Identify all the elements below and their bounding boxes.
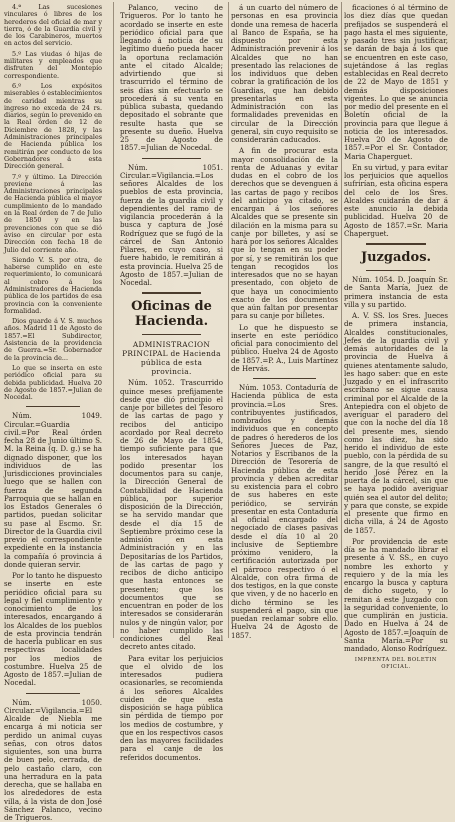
text-column-3 bbox=[231, 3, 338, 640]
article-paragraph: Núm. 1054. D. Joaquín Sr. de Santa María, Juez de primera instancia de esta villa y su partido. bbox=[344, 275, 448, 309]
section-separator bbox=[253, 378, 316, 379]
article-paragraph: Núm. 1052. Trascurrido quince meses prefijamente desde que dió principio el canje por billetes del Tesoro de las cartas de pago y recibos del anticipo acordado por Real decreto de 26 de Mayo de 1854, tiempo suficiente para que los interesados hayan podido presentar los documentos para su canje, la Dirección General de Contabilidad de Hacienda pública, por superior disposición de la Dirección, se ha servido mandar que desde el día 15 de Septiembre próximo cese la admisión en esta Administración y en las Depositarías de los Partidos, de las cartas de pago y recibos de dicho anticipo que hasta entonces se presenten; que los documentos que se encuentran en poder de los interesados se considerarán nulos y de ningún valor, por no haber cumplido las condiciones del Real decreto antes citado. bbox=[120, 378, 223, 652]
article-paragraph: Para evitar los perjuicios que el olvido de los interesados pudiera ocasionarles, se recomienda á los señores Alcaldes cuiden de que esta disposición se haga pública sin pérdida de tiempo por los medios de costumbre, y que en los respectivos casos den las mayores facilidades para el canje de los referidos documentos. bbox=[120, 653, 223, 762]
article-paragraph: 7.º y último. La Dirección previene á las Administraciones principales de Hacienda pública el mayor cumplimiento de lo mandado en la Real órden de 7 de Julio de 1850 y en las prevenciones con que se dió aviso en circular por esta Dirección con fecha 18 de Julio del corriente año. bbox=[4, 172, 102, 254]
article-paragraph: Palanco, vecino de Trigueros. Por lo tanto he acordado se inserte en este periódico oficial para que llegando á noticia de su legítimo dueño pueda hacer la oportuna reclamación ante el citado Alcalde; advirtiendo que si trascurrido el término de seis días sin efectuarlo se procederá á su venta en pública subasta, quedando depositado el sobrante que resulte hasta que se presente su dueño. Huelva 25 de Agosto de 1857.=Julian de Nocedal. bbox=[120, 3, 223, 153]
article-paragraph: á un cuarto del número de personas en esa provincia donde una remesa de hacerla al Banco de España, se ha dispuesto por esta Administración prevenir á los Alcaldes que no han presentado las relaciones de los individuos que deben cobrar la gratificación de los Guardias, que han debido presentarlas en esta Administración con las formalidades prevenidas en circular de la Dirección general, sin cuyo requisito se considerarán caducados. bbox=[231, 3, 338, 144]
article-paragraph: Por providencia de este día se ha mandado librar el presente á V. SS., en cuyo nombre les exhorto y requiero y de la mía les encargo la busca y captura de dicho sugeto, y lo remitan á este Juzgado con la seguridad conveniente, lo que cumplirán en justicia. Dado en Huelva á 24 de Agosto de 1857.=Joaquín de Santa María.=Por su mandado, Alonso Rodríguez. bbox=[344, 536, 448, 653]
text-column-1 bbox=[4, 3, 102, 822]
article-paragraph: Lo que se inserta en este periódico oficial para su debida publicidad. Huelva 20 de Agosto de 1857.=Julian de Nocedal. bbox=[4, 363, 102, 402]
article-paragraph: Núm. 1050. Circular.=Vigilancia.=El Alcalde de Niebla me encarga á mi noticia ser perdido un animal cuyas señas, con otros datos siguientes, son una burra de buen pelo, cerrada, de pelo castaño claro, con una herradura en la pata derecha, que se hallaba en los alrededores de esta villa, á la vista de don José Sánchez Palanco, vecino de Trigueros. bbox=[4, 697, 102, 822]
article-paragraph: Por lo tanto he dispuesto se inserte en este periódico oficial para su legal y fiel cumplimiento y conocimiento de los interesados, encargando á los Alcaldes de los pueblos de esta provincia tendrán de hacerla publicar en sus respectivas localidades por los medios de costumbre. Huelva 25 de Agosto de 1857.=Julian de Nocedal. bbox=[4, 571, 102, 688]
article-paragraph: ficaciones ó al término de los diez días que quedan prefijados se suspenderá el pago hasta el mes siguiente, y pasado tres sin justificar, se darán de baja á los que se encuentren en este caso, sujetándose á las reglas establecidas en Real decreto de 22 de Mayo de 1851 y demás disposiciones vigentes. Lo que se anuncia por medio del presente en el Boletín oficial de la provincia para que llegue á noticia de los interesados. Huelva 20 de Agosto de 1857.=Por el Sr. Contador, Maria Chaperguet. bbox=[344, 3, 448, 161]
column-rule bbox=[341, 2, 342, 638]
article-paragraph: 4.ª Las sucesiones vinculares ó libres de los herederos del oficial de mar y tierra, ó de la Guardia civil y de los Carabineros, muertos en actos del servicio. bbox=[4, 3, 102, 48]
section-heading: Juzgados. bbox=[360, 250, 432, 265]
section-separator bbox=[142, 292, 201, 294]
section-heading: Oficinas de Hacienda. bbox=[131, 299, 212, 330]
section-separator bbox=[26, 693, 80, 694]
section-separator bbox=[142, 334, 201, 335]
text-column-4 bbox=[344, 3, 448, 671]
article-paragraph: Núm. 1051. Circular.=Vigilancia.=Los señores Alcaldes de los pueblos de esta provincia, fuerza de la guardia civil y dependientes del ramo de vigilancia procederán á la busca y captura de José Rodríguez que se fugó de la cárcel de San Antonio Pilares, en cuyo caso, si fuere habido, le remitirán á esta provincia. Huelva 25 de Agosto de 1857.=Julian de Nocedal. bbox=[120, 162, 223, 287]
article-paragraph: Núm. 1049. Circular.=Guardia civil.=Por Real órden fecha 28 de Junio último S. M. la Reina (q. D. g.) se ha dignado disponer, que los individuos de las Jurisdicciones provinciales luego que se hallen con fuerza de segunda Parroquia que se hallan en los Estados Generales ó partidos, puedan solicitar su pase al Escmo. Sr. Director de la Guardia civil previo el correspondiente expediente en la instancia la compañía ó provincia á donde quieran servir. bbox=[4, 411, 102, 569]
article-paragraph: A fin de procurar esta mayor consolidación de la renta de Aduanas y evitar dudas en el cobro de los derechos que se devenguen á las cartas de pago y recibos del anticipo ya citado, se encargan á los señores Alcaldes que se presente sin dilación en la misma para su canje por billetes, y así se hará por los señores Alcaldes que lo tengan en su poder por sí, y se remitirán los que tengan recogidos los interesados que no se hayan presentado, con objeto de que haya un conocimiento exacto de los documentos que aún faltan por presentar para su canje por billetes. bbox=[231, 146, 338, 321]
article-paragraph: Dios guarde á V. S. muchos años. Madrid 11 de Agosto de 1857.=El Subdirector, Asistencia de la providencia de Guerra.=Sr. Gobernador de la provincia de... bbox=[4, 317, 102, 362]
article-paragraph: Lo que he dispuesto se inserte en este periódico oficial para conocimiento del público. Huelva 24 de Agosto de 1857.=P. A., Luis Martínez de Hervás. bbox=[231, 322, 338, 373]
printer-imprint: IMPRENTA DEL BOLETIN OFICIAL. bbox=[354, 657, 438, 671]
article-paragraph: 6.º Los expósitos miserables ó establecimientos de caridad mientras su ingreso no exceda de 24 rs. diarios, según lo prevenido en la Real órden de 12 de Diciembre de 1828, y las Administraciones principales de Hacienda pública los remitirán por conducto de los Gobernadores á esta Dirección general. bbox=[4, 81, 102, 171]
column-rule bbox=[228, 2, 229, 638]
article-paragraph: Siendo V. S. por otra, de haberse cumplido en este requerimiento, lo comunicará al cobro á los Administradores de Hacienda pública de los partidos de esa provincia con la conveniente formalidad. bbox=[4, 255, 102, 315]
section-subheading: ADMINISTRACION PRINCIPAL de Hacienda pública de esta provincia. bbox=[122, 340, 221, 377]
text-column-2 bbox=[120, 3, 223, 762]
article-paragraph: A. V. SS. los Sres. Jueces de primera instancia, Alcaldes constitucionales, Jefes de la guardia civil y demás autoridades de la provincia de Huelva á quienes atentamente saludo, les hago saber: que en este Juzgado y en el infrascrito escribano se sigue causa criminal por el Alcalde de la Antepiedra con el objeto de averiguar el paradero del que con la noche del día 18 del presente mes, siendo como las diez, ha sido herido el individuo de este pueblo, con la pérdida de su sangre, de la que resultó el herido José Pérez en la puerta de la cárcel, sin que se haya podido averiguar quién sea el autor del delito; y para que conste, se expide el presente que firmo en dicha villa, á 24 de Agosto de 1857. bbox=[344, 311, 448, 535]
article-paragraph: 5.º Las viudas ó hijas de militares y empleados que disfruten del Montepío correspondiente. bbox=[4, 49, 102, 80]
article-paragraph: Núm. 1053. Contaduría de Hacienda pública de esta provincia.=Los Sres. contribuyentes justificados, nombrados y demás individuos que en concepto de padres ó herederos de los Señores Jueces de Paz, Notarios y Escribanos de la Dirección de Tesorería de Hacienda pública de esta provincia y deben acreditar su existencia para el cobro de sus haberes en este periódico, se servirán presentar en esta Contaduría al oficial encargado del negociado de clases pasivas desde el día 10 al 20 inclusive de Septiembre próximo venidero, la certificación autorizada por el párroco respectivo ó el Alcalde, con otra firma de dos testigos, en la que conste que viven, y de no hacerlo en dicho término se les suspenderá el pago, sin que puedan reclamar sobre ello. Huelva 24 de Agosto de 1857. bbox=[231, 383, 338, 640]
section-separator bbox=[142, 158, 201, 159]
section-separator bbox=[26, 406, 80, 407]
section-separator bbox=[366, 270, 426, 271]
article-paragraph: En su virtud, y para evitar los perjuicios que aquellos sufrirían, esta oficina espera del celo de los Sres. Alcaldes cuidarán de dar á este anuncio la debida publicidad. Huelva 20 de Agosto de 1857.=Sr. Maria Chaperguet. bbox=[344, 162, 448, 238]
section-separator bbox=[366, 243, 426, 245]
column-rule bbox=[113, 2, 114, 638]
